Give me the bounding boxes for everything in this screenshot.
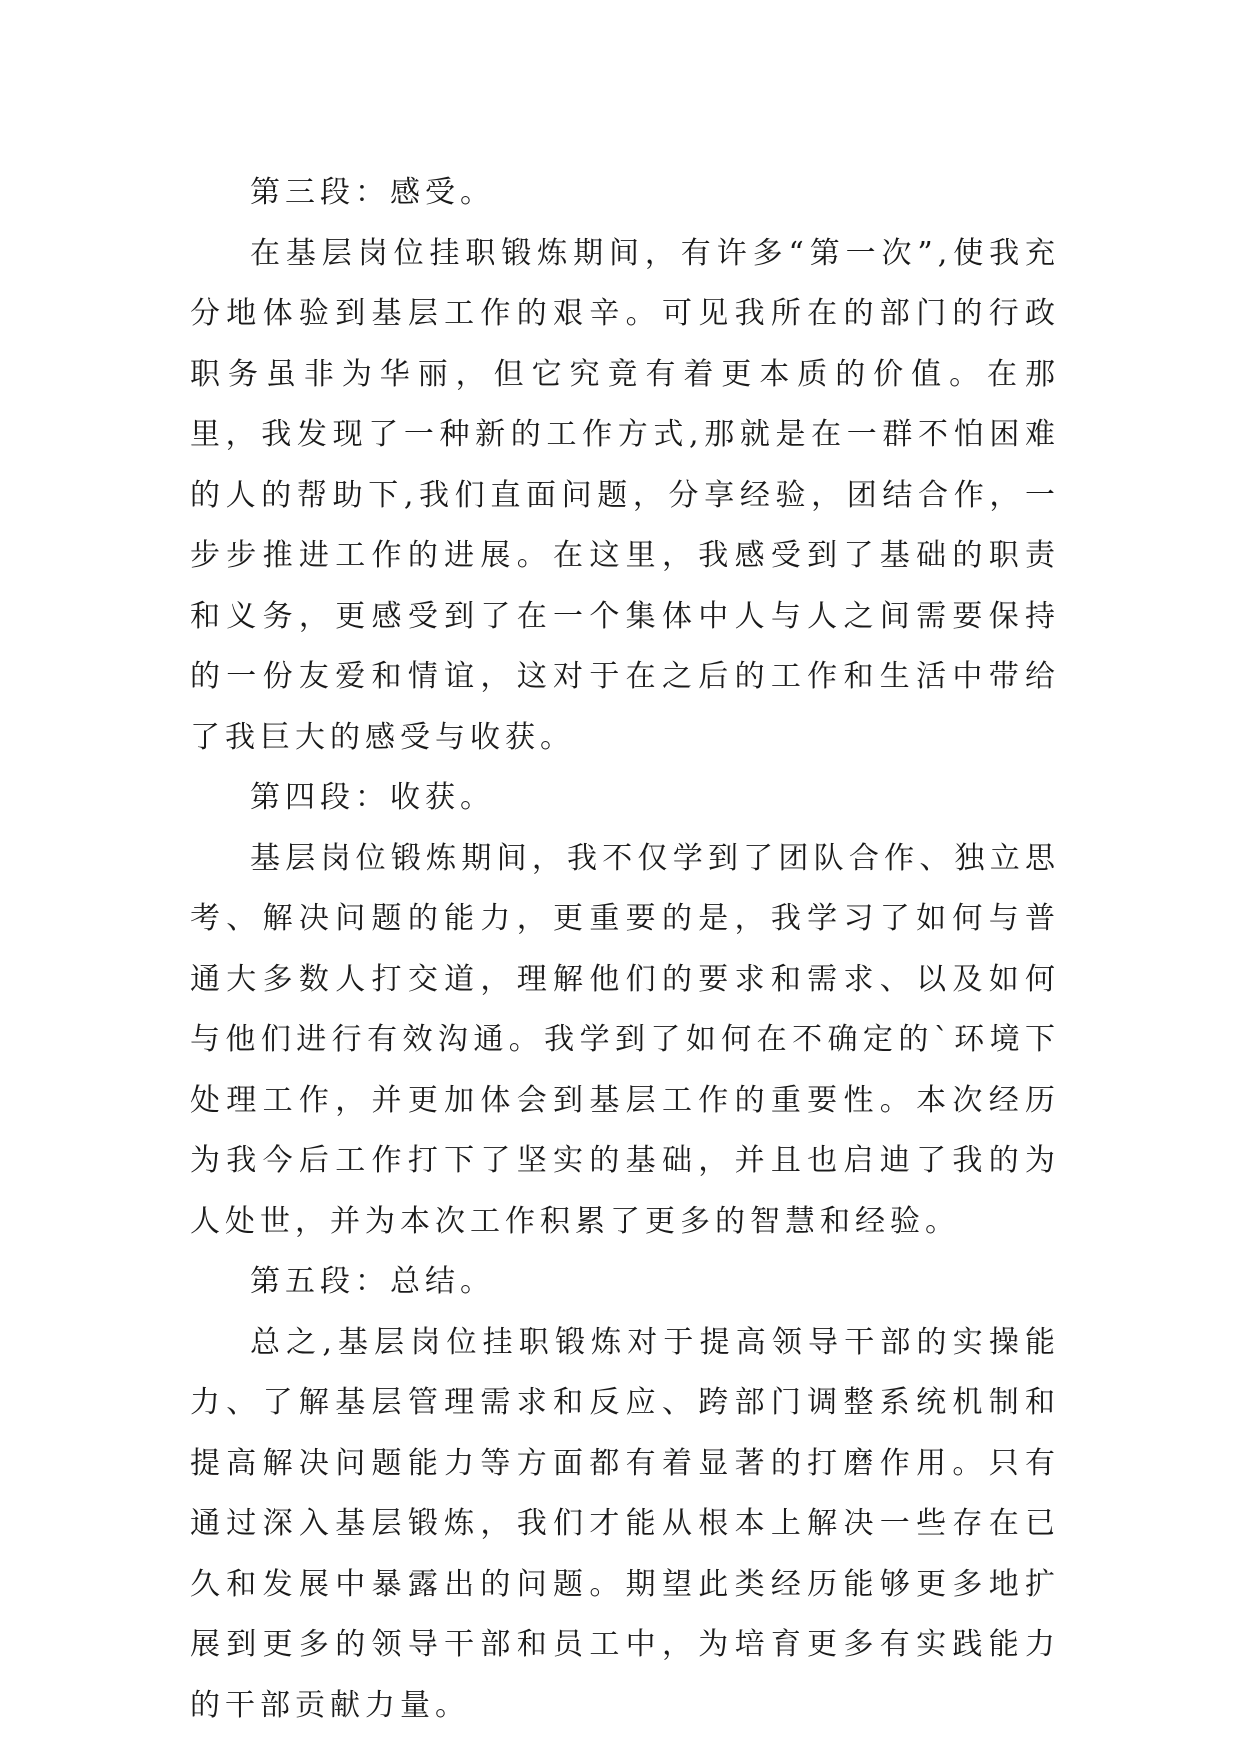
paragraph-gains: 基层岗位锻炼期间，我不仅学到了团队合作、独立思考、解决问题的能力，更重要的是，我学习了如何与普通大多数人打交道，理解他们的要求和需求、以及如何与他们进行有效沟通。我学到了如何在不确定的`环境下处理工作，并更加体会到基层工作的重要性。本次经历为我今后工作打下了坚实的基础，并且也启迪了我的为人处世，并为本次工作积累了更多的智慧和经验。 (190, 840, 1060, 1239)
paragraph-summary: 总之,基层岗位挂职锻炼对于提高领导干部的实操能力、了解基层管理需求和反应、跨部门调整系统机制和提高解决问题能力等方面都有着显著的打磨作用。只有通过深入基层锻炼，我们才能从根本上解决一些存在已久和发展中暴露出的问题。期望此类经历能够更多地扩展到更多的领导干部和员工中，为培育更多有实践能力的干部贡献力量。 (190, 1324, 1060, 1723)
document-body (190, 163, 1060, 1736)
section-heading-5: 第五段：总结。 (250, 1264, 495, 1299)
paragraph-feelings: 在基层岗位挂职锻炼期间，有许多“第一次”,使我充分地体验到基层工作的艰辛。可见我所在的部门的行政职务虽非为华丽，但它究竟有着更本质的价值。在那里，我发现了一种新的工作方式,那就是在一群不怕困难的人的帮助下,我们直面问题，分享经验，团结合作，一步步推进工作的进展。在这里，我感受到了基础的职责和义务，更感受到了在一个集体中人与人之间需要保持的一份友爱和情谊，这对于在之后的工作和生活中带给了我巨大的感受与收获。 (190, 235, 1060, 755)
section-heading-4: 第四段：收获。 (250, 780, 495, 815)
section-heading-3: 第三段：感受。 (250, 175, 495, 210)
